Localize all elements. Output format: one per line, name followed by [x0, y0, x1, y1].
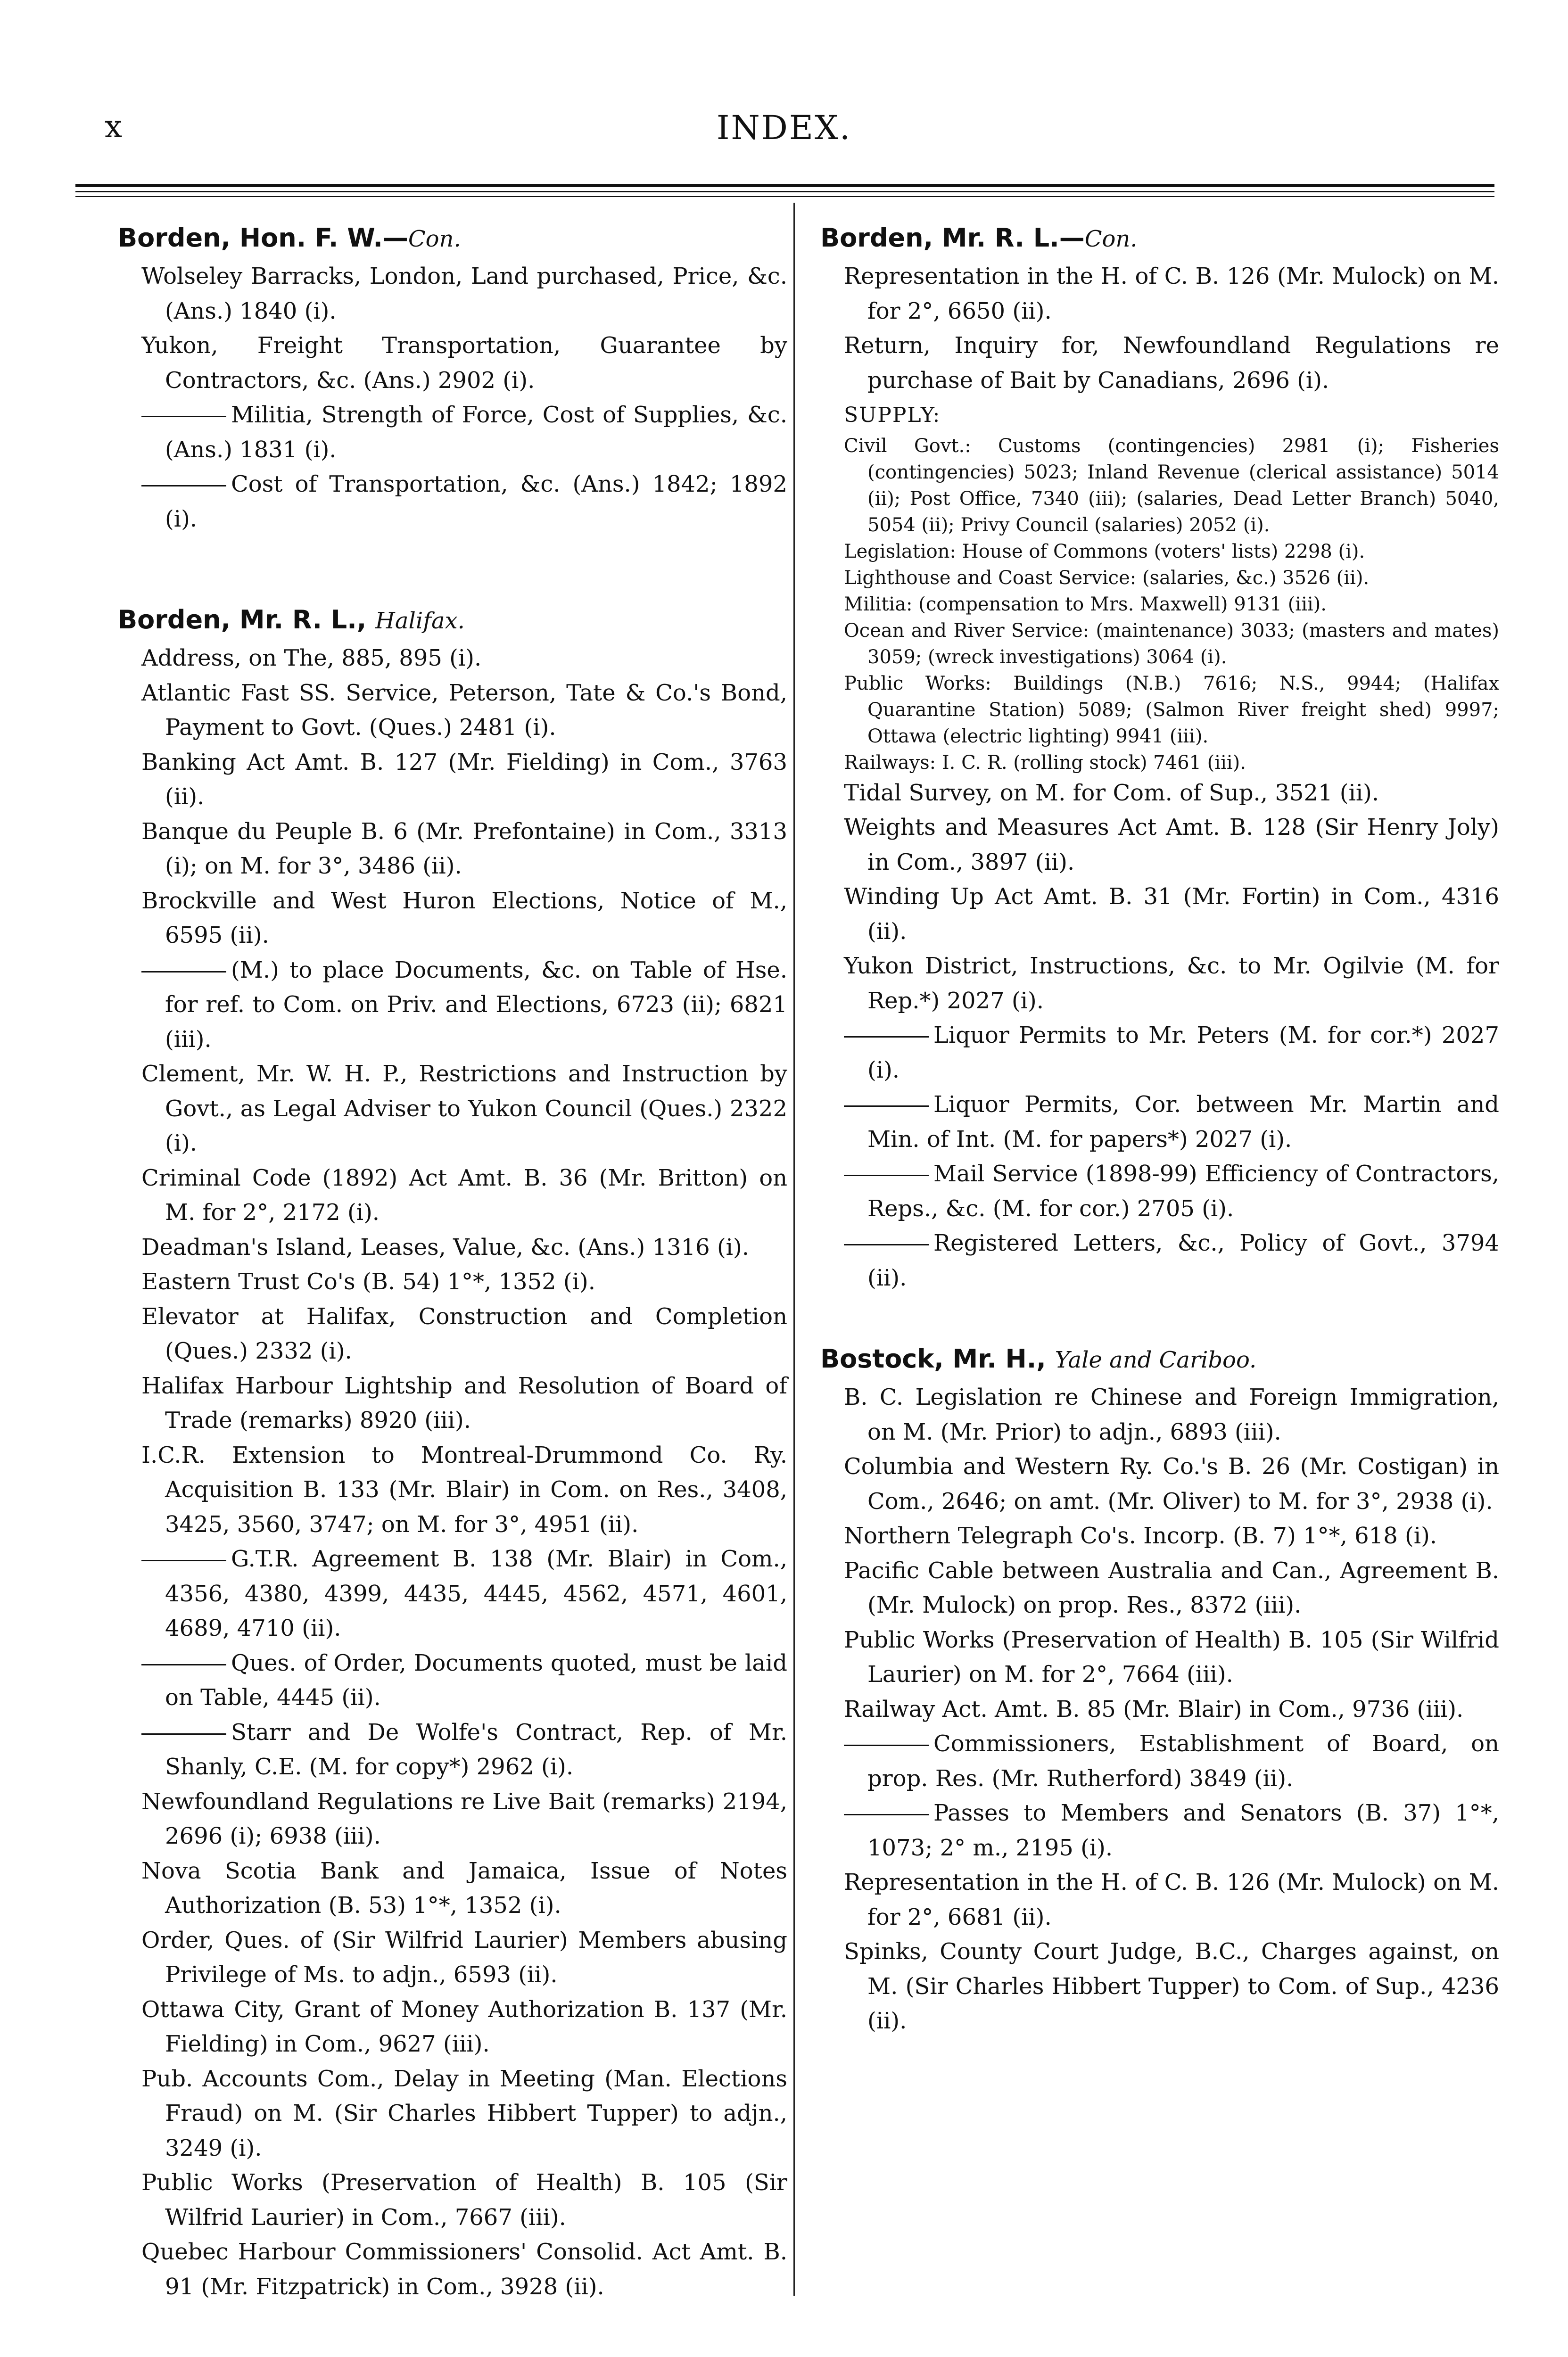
index-heading — [820, 1343, 1499, 1376]
index-entry — [820, 1935, 1499, 2039]
index-entry — [118, 398, 787, 467]
entry-text: Brockville and West Huron Elections, Notice of M., 6595 (ii). — [141, 887, 787, 948]
entry-text: Newfoundland Regulations re Live Bait (remarks) 2194, 2696 (i); 6938 (iii). — [141, 1788, 787, 1849]
ditto-dash — [141, 1733, 226, 1735]
index-entry — [820, 1692, 1499, 1727]
index-entry — [820, 670, 1499, 750]
index-entry — [820, 1727, 1499, 1796]
entry-text: Address, on The, 885, 895 (i). — [141, 645, 482, 671]
index-entry — [118, 1646, 787, 1715]
entry-text: Civil Govt.: Customs (contingencies) 2981 (i); Fisheries (contingencies) 5023; Inland Revenue (clerical assistance) 5014 (ii); Post Office, 7340 (iii); (salaries, Dead Letter Branch) 5040, 5054 (ii); Privy Council (salaries) 2052 (i). — [844, 435, 1499, 536]
index-entry — [820, 810, 1499, 880]
ditto-dash — [844, 1036, 929, 1038]
index-entry — [118, 1923, 787, 1993]
ditto-dash — [844, 1105, 929, 1107]
ditto-dash — [141, 1560, 226, 1561]
index-entry — [118, 1300, 787, 1369]
heading-name: Borden, Mr. R. L.— — [820, 223, 1085, 253]
header-rule — [75, 196, 1494, 197]
entry-text: Legislation: House of Commons (voters' lists) 2298 (i). — [844, 540, 1365, 562]
heading-note: Yale and Cariboo. — [1055, 1347, 1257, 1373]
index-entry — [118, 676, 787, 745]
index-entry — [118, 2166, 787, 2235]
entry-text: Public Works: Buildings (N.B.) 7616; N.S., 9944; (Halifax Quarantine Station) 5089; (Salmon River freight shed) 9997; Ottawa (electric lighting) 9941 (iii). — [844, 672, 1499, 747]
entry-text: I.C.R. Extension to Montreal-Drummond Co. Ry. Acquisition B. 133 (Mr. Blair) in Com. on Res., 3408, 3425, 3560, 3747; on M. for 3°, 4951 (ii). — [141, 1442, 787, 1538]
entry-text: Public Works (Preservation of Health) B. 105 (Sir Wilfrid Laurier) in Com., 7667 (iii). — [141, 2169, 787, 2231]
index-entry — [820, 880, 1499, 949]
column-divider — [793, 203, 795, 2296]
index-entry — [820, 1157, 1499, 1226]
ditto-dash — [844, 1175, 929, 1176]
index-entry — [820, 750, 1499, 776]
index-entry — [118, 1265, 787, 1300]
entry-text: B. C. Legislation re Chinese and Foreign Immigration, on M. (Mr. Prior) to adjn., 6893 (iii). — [844, 1384, 1499, 1445]
index-entry — [820, 1554, 1499, 1623]
entry-text: Northern Telegraph Co's. Incorp. (B. 7) 1°*, 618 (i). — [844, 1523, 1437, 1549]
entry-text: Elevator at Halifax, Construction and Completion (Ques.) 2332 (i). — [141, 1303, 787, 1364]
index-entry — [820, 1519, 1499, 1554]
index-entry — [118, 884, 787, 953]
index-entry — [118, 1161, 787, 1230]
index-entry — [820, 591, 1499, 618]
ditto-dash — [844, 1814, 929, 1815]
index-entry — [820, 1796, 1499, 1865]
entry-text: SUPPLY: — [844, 403, 941, 427]
page-number: x — [105, 108, 123, 145]
entry-text: Pacific Cable between Australia and Can., Agreement B. (Mr. Mulock) on prop. Res., 8372 (iii). — [844, 1557, 1499, 1618]
entry-text: Lighthouse and Coast Service: (salaries, &c.) 3526 (ii). — [844, 567, 1370, 589]
entry-text: Ocean and River Service: (maintenance) 3033; (masters and mates) 3059; (wreck investigations) 3064 (i). — [844, 619, 1499, 668]
index-entry — [820, 1380, 1499, 1450]
entry-text: Commissioners, Establishment of Board, on prop. Res. (Mr. Rutherford) 3849 (ii). — [867, 1731, 1499, 1792]
index-entry — [820, 398, 1499, 433]
index-entry — [820, 433, 1499, 538]
index-entry — [118, 745, 787, 815]
entry-text: Columbia and Western Ry. Co.'s B. 26 (Mr. Costigan) in Com., 2646; on amt. (Mr. Oliver) to M. for 3°, 2938 (i). — [844, 1453, 1499, 1515]
ditto-dash — [141, 1664, 226, 1665]
index-entry — [118, 1057, 787, 1161]
entry-text: Railway Act. Amt. B. 85 (Mr. Blair) in Com., 9736 (iii). — [844, 1696, 1464, 1722]
index-heading — [118, 222, 787, 255]
entry-text: Tidal Survey, on M. for Com. of Sup., 3521 (ii). — [844, 779, 1379, 806]
index-entry — [118, 259, 787, 329]
index-entry — [820, 538, 1499, 565]
entry-text: Cost of Transportation, &c. (Ans.) 1842; 1892 (i). — [165, 471, 787, 532]
index-entry — [118, 2062, 787, 2166]
right-column — [820, 222, 1499, 2039]
index-entry — [118, 1230, 787, 1265]
index-entry — [118, 1785, 787, 1854]
entry-text: Criminal Code (1892) Act Amt. B. 36 (Mr. Britton) on M. for 2°, 2172 (i). — [141, 1164, 787, 1226]
index-entry — [820, 565, 1499, 591]
entry-text: Return, Inquiry for, Newfoundland Regulations re purchase of Bait by Canadians, 2696 (i). — [844, 332, 1499, 394]
entry-text: Weights and Measures Act Amt. B. 128 (Sir Henry Joly) in Com., 3897 (ii). — [844, 814, 1499, 875]
index-entry — [118, 2235, 787, 2304]
ditto-dash — [844, 1244, 929, 1245]
index-entry — [820, 1018, 1499, 1088]
entry-text: Clement, Mr. W. H. P., Restrictions and Instruction by Govt., as Legal Adviser to Yukon Council (Ques.) 2322 (i). — [141, 1061, 787, 1156]
entry-text: Quebec Harbour Commissioners' Consolid. Act Amt. B. 91 (Mr. Fitzpatrick) in Com., 3928 (ii). — [141, 2239, 787, 2300]
index-entry — [820, 949, 1499, 1018]
entry-text: Winding Up Act Amt. B. 31 (Mr. Fortin) in Com., 4316 (ii). — [844, 883, 1499, 945]
heading-note: Halifax. — [375, 608, 465, 634]
heading-note: Con. — [1084, 226, 1138, 252]
index-entry — [820, 1226, 1499, 1295]
entry-text: Pub. Accounts Com., Delay in Meeting (Man. Elections Fraud) on M. (Sir Charles Hibbert Tupper) to adjn., 3249 (i). — [141, 2065, 787, 2161]
index-entry — [118, 641, 787, 676]
index-entry — [118, 1542, 787, 1646]
page-title: INDEX. — [716, 108, 852, 147]
heading-name: Bostock, Mr. H., — [820, 1344, 1055, 1374]
entry-text: Order, Ques. of (Sir Wilfrid Laurier) Members abusing Privilege of Ms. to adjn., 6593 (ii). — [141, 1927, 787, 1988]
header-rule — [75, 184, 1494, 187]
entry-text: Passes to Members and Senators (B. 37) 1°*, 1073; 2° m., 2195 (i). — [867, 1800, 1499, 1861]
entry-text: Nova Scotia Bank and Jamaica, Issue of Notes Authorization (B. 53) 1°*, 1352 (i). — [141, 1857, 787, 1919]
index-entry — [820, 1623, 1499, 1692]
entry-text: Eastern Trust Co's (B. 54) 1°*, 1352 (i). — [141, 1269, 595, 1295]
entry-text: Liquor Permits to Mr. Peters (M. for cor.*) 2027 (i). — [867, 1022, 1499, 1083]
entry-text: Ques. of Order, Documents quoted, must be laid on Table, 4445 (ii). — [165, 1649, 787, 1711]
entry-text: Militia, Strength of Force, Cost of Supplies, &c. (Ans.) 1831 (i). — [165, 402, 787, 463]
entry-text: Ottawa City, Grant of Money Authorization B. 137 (Mr. Fielding) in Com., 9627 (iii). — [141, 1996, 787, 2057]
page-header — [0, 90, 1568, 156]
entry-text: Banking Act Amt. B. 127 (Mr. Fielding) in Com., 3763 (ii). — [141, 749, 787, 810]
index-entry — [118, 815, 787, 884]
index-entry — [118, 953, 787, 1057]
index-heading — [118, 603, 787, 637]
entry-text: Banque du Peuple B. 6 (Mr. Prefontaine) in Com., 3313 (i); on M. for 3°, 3486 (ii). — [141, 818, 787, 879]
entry-text: (M.) to place Documents, &c. on Table of Hse. for ref. to Com. on Priv. and Elections, 6723 (ii); 6821 (iii). — [165, 956, 787, 1053]
index-entry — [820, 618, 1499, 670]
index-entry — [820, 1865, 1499, 1935]
index-entry — [118, 1438, 787, 1542]
index-entry — [118, 1993, 787, 2062]
index-entry — [118, 467, 787, 536]
entry-text: Halifax Harbour Lightship and Resolution of Board of Trade (remarks) 8920 (iii). — [141, 1372, 787, 1434]
index-entry — [118, 1715, 787, 1785]
index-heading — [820, 222, 1499, 255]
entry-text: Yukon District, Instructions, &c. to Mr. Ogilvie (M. for Rep.*) 2027 (i). — [844, 953, 1499, 1014]
entry-text: Registered Letters, &c., Policy of Govt., 3794 (ii). — [867, 1230, 1499, 1291]
entry-text: Mail Service (1898-99) Efficiency of Contractors, Reps., &c. (M. for cor.) 2705 (i). — [867, 1161, 1499, 1222]
index-entry — [820, 329, 1499, 398]
entry-text: Atlantic Fast SS. Service, Peterson, Tate & Co.'s Bond, Payment to Govt. (Ques.) 2481 (i). — [141, 679, 787, 741]
index-entry — [820, 1088, 1499, 1157]
ditto-dash — [141, 485, 226, 486]
header-rule — [75, 191, 1494, 192]
index-entry — [820, 1450, 1499, 1519]
ditto-dash — [141, 416, 226, 417]
index-entry — [118, 1369, 787, 1438]
entry-text: Railways: I. C. R. (rolling stock) 7461 (iii). — [844, 751, 1246, 774]
heading-name: Borden, Mr. R. L., — [118, 605, 376, 635]
index-entry — [118, 329, 787, 398]
entry-text: Militia: (compensation to Mrs. Maxwell) 9131 (iii). — [844, 593, 1327, 615]
index-entry — [820, 259, 1499, 329]
heading-note: Con. — [408, 226, 461, 252]
heading-name: Borden, Hon. F. W.— — [118, 223, 408, 253]
entry-text: Representation in the H. of C. B. 126 (Mr. Mulock) on M. for 2°, 6681 (ii). — [844, 1869, 1499, 1930]
entry-text: Starr and De Wolfe's Contract, Rep. of Mr. Shanly, C.E. (M. for copy*) 2962 (i). — [165, 1719, 787, 1780]
entry-text: Representation in the H. of C. B. 126 (Mr. Mulock) on M. for 2°, 6650 (ii). — [844, 263, 1499, 324]
entry-text: G.T.R. Agreement B. 138 (Mr. Blair) in Com., 4356, 4380, 4399, 4435, 4445, 4562, 4571, 4601, 4689, 4710 (ii). — [165, 1546, 787, 1641]
entry-text: Public Works (Preservation of Health) B. 105 (Sir Wilfrid Laurier) on M. for 2°, 7664 (iii). — [844, 1626, 1499, 1688]
ditto-dash — [141, 971, 226, 972]
left-column — [118, 222, 787, 2304]
entry-text: Wolseley Barracks, London, Land purchased, Price, &c. (Ans.) 1840 (i). — [141, 263, 787, 324]
entry-text: Spinks, County Court Judge, B.C., Charges against, on M. (Sir Charles Hibbert Tupper) to Com. of Sup., 4236 (ii). — [844, 1938, 1499, 2034]
entry-text: Deadman's Island, Leases, Value, &c. (Ans.) 1316 (i). — [141, 1234, 750, 1261]
index-entry — [820, 776, 1499, 811]
ditto-dash — [844, 1745, 929, 1746]
index-entry — [118, 1854, 787, 1923]
entry-text: Yukon, Freight Transportation, Guarantee by Contractors, &c. (Ans.) 2902 (i). — [141, 332, 787, 394]
entry-text: Liquor Permits, Cor. between Mr. Martin and Min. of Int. (M. for papers*) 2027 (i). — [867, 1091, 1499, 1153]
